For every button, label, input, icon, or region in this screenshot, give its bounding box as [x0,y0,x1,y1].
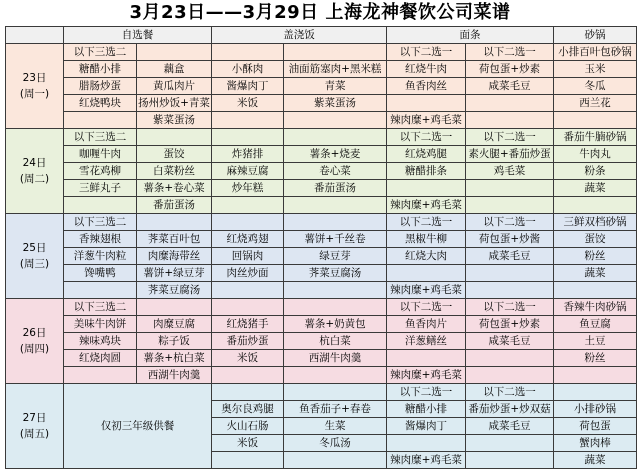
menu-cell [212,112,284,129]
menu-cell: 生菜 [284,418,387,435]
menu-cell [64,197,137,214]
day-4-row [6,350,637,367]
menu-cell [137,299,212,316]
menu-cell: 鱼香茄子+春卷 [284,401,387,418]
menu-cell: 白菜粉丝 [137,163,212,180]
menu-cell: 腊肠炒蛋 [64,78,137,95]
day-label [6,384,64,469]
day-1-row [6,44,637,61]
menu-cell [554,282,637,299]
menu-cell: 咸菜毛豆 [466,248,554,265]
day-2-row [6,180,637,197]
menu-cell: 以下二选一 [466,214,554,231]
menu-cell: 回锅肉 [212,248,284,265]
menu-cell: 冬瓜汤 [284,435,387,452]
menu-cell: 荷包蛋+炒素 [466,316,554,333]
menu-cell: 玉米 [554,61,637,78]
menu-cell: 洋葱牛肉粒 [64,248,137,265]
menu-cell: 荠菜豆腐汤 [137,282,212,299]
menu-cell: 粉丝 [554,248,637,265]
day-label [6,214,64,299]
menu-cell: 小排百叶包砂锅 [554,44,637,61]
menu-cell: 番茄牛腩砂锅 [554,129,637,146]
menu-cell: 蛋饺 [137,146,212,163]
menu-cell [387,180,466,197]
menu-cell: 米饭 [212,95,284,112]
menu-cell: 蟹肉棒 [554,435,637,452]
menu-cell: 番茄炒蛋 [212,333,284,350]
menu-cell: 紫菜蛋汤 [137,112,212,129]
day-3-row [6,248,637,265]
menu-cell [212,44,284,61]
day-5-row [6,384,637,401]
menu-cell: 三鲜丸子 [64,180,137,197]
day-2-row [6,197,637,214]
menu-cell: 鱼香肉丝 [387,78,466,95]
menu-cell: 以下二选一 [387,214,466,231]
day-2-row [6,163,637,180]
day-1-row [6,95,637,112]
menu-cell: 紫菜蛋汤 [284,95,387,112]
header-rice-bowl: 盖浇饭 [212,27,387,44]
menu-cell: 以下三选二 [64,299,137,316]
menu-cell [284,197,387,214]
menu-cell: 三鲜双档砂锅 [554,214,637,231]
day-date: 24日 [22,157,47,169]
header-claypot: 砂锅 [554,27,637,44]
menu-cell: 蔬菜 [554,180,637,197]
menu-cell: 雪花鸡柳 [64,163,137,180]
header-self-select: 自选餐 [64,27,212,44]
menu-cell: 蔬菜 [554,452,637,469]
menu-cell: 黄瓜肉片 [137,78,212,95]
day-date: 25日 [22,242,47,254]
menu-cell [284,282,387,299]
day-label [6,299,64,384]
day-4-row [6,316,637,333]
menu-cell: 以下三选二 [64,214,137,231]
menu-cell: 鱼豆腐 [554,316,637,333]
menu-cell [466,265,554,282]
menu-cell [212,214,284,231]
menu-cell [284,299,387,316]
menu-cell: 藕盒 [137,61,212,78]
menu-cell: 荷包蛋+炒酱 [466,231,554,248]
menu-cell: 红烧鸡腿 [387,146,466,163]
menu-cell: 青菜 [284,78,387,95]
menu-cell: 米饭 [212,350,284,367]
menu-cell: 以下二选一 [466,44,554,61]
menu-cell [466,350,554,367]
day-label [6,44,64,129]
menu-cell: 糖醋排条 [387,163,466,180]
menu-cell: 咖喱牛肉 [64,146,137,163]
menu-cell [137,44,212,61]
menu-cell: 红烧肉圆 [64,350,137,367]
day-4-row [6,367,637,384]
menu-cell: 牛肉丸 [554,146,637,163]
menu-table [5,26,637,469]
day-1-row [6,78,637,95]
menu-cell [212,197,284,214]
menu-cell: 红烧鸡翅 [212,231,284,248]
day-weekday: (周一) [19,88,50,100]
menu-cell [554,197,637,214]
menu-cell [137,214,212,231]
menu-cell: 以下三选二 [64,129,137,146]
menu-cell: 薯条+烧麦 [284,146,387,163]
menu-cell: 粉丝 [554,350,637,367]
menu-cell: 炒年糕 [212,180,284,197]
day-3-row [6,282,637,299]
menu-cell: 小酥肉 [212,61,284,78]
menu-cell: 荷包蛋 [554,418,637,435]
menu-cell: 酱爆肉丁 [387,418,466,435]
menu-cell: 辣味鸡块 [64,333,137,350]
menu-cell [466,112,554,129]
menu-cell [466,452,554,469]
header-noodles: 面条 [387,27,554,44]
menu-cell: 糖醋小排 [64,61,137,78]
menu-cell: 肉糜海带丝 [137,248,212,265]
menu-cell: 以下二选一 [387,129,466,146]
day-date: 27日 [22,412,47,424]
menu-cell: 以下二选一 [466,129,554,146]
menu-cell: 美味牛肉饼 [64,316,137,333]
menu-cell [284,214,387,231]
menu-cell: 麻辣豆腐 [212,163,284,180]
menu-cell: 素火腿+番茄炒蛋 [466,146,554,163]
day-3-row [6,214,637,231]
menu-cell: 杭白菜 [284,333,387,350]
day-2-row [6,146,637,163]
menu-cell: 香辣牛肉砂锅 [554,299,637,316]
menu-cell: 以下二选一 [387,299,466,316]
menu-cell: 以下三选二 [64,44,137,61]
page-title: 3月23日——3月29日 上海龙神餐饮公司菜谱 [129,2,511,23]
menu-cell: 薯饼+千丝卷 [284,231,387,248]
menu-cell [137,129,212,146]
menu-cell: 番茄蛋汤 [284,180,387,197]
menu-cell: 荠菜百叶包 [137,231,212,248]
menu-cell [554,367,637,384]
menu-cell [554,112,637,129]
menu-cell [284,367,387,384]
menu-cell [284,384,387,401]
menu-cell [64,282,137,299]
menu-cell: 西湖牛肉羹 [137,367,212,384]
menu-cell: 米饭 [212,435,284,452]
menu-cell: 油面筋塞肉+黑米糕 [284,61,387,78]
menu-cell: 炸猪排 [212,146,284,163]
menu-cell [466,95,554,112]
menu-cell [466,282,554,299]
menu-cell: 香辣翅根 [64,231,137,248]
menu-cell: 粽子饭 [137,333,212,350]
menu-cell: 黑椒牛柳 [387,231,466,248]
menu-cell: 辣肉糜+鸡毛菜 [387,112,466,129]
menu-cell [212,367,284,384]
menu-cell: 鱼香肉片 [387,316,466,333]
menu-cell: 薯条+杭白菜 [137,350,212,367]
day-weekday: (周二) [19,173,50,185]
menu-cell [284,112,387,129]
menu-cell: 以下二选一 [466,384,554,401]
day-weekday: (周五) [19,428,50,440]
menu-cell [212,282,284,299]
menu-cell: 辣肉糜+鸡毛菜 [387,452,466,469]
menu-cell [466,180,554,197]
menu-cell: 咸菜毛豆 [466,333,554,350]
menu-cell [284,44,387,61]
menu-cell: 红烧大肉 [387,248,466,265]
menu-cell: 咸菜毛豆 [466,418,554,435]
corner-cell [6,27,64,44]
day-3-row [6,265,637,282]
menu-cell [466,367,554,384]
menu-cell [284,452,387,469]
menu-cell: 辣肉糜+鸡毛菜 [387,367,466,384]
day-weekday: (周三) [19,258,50,270]
menu-body [6,44,637,469]
menu-cell: 绿豆芽 [284,248,387,265]
day-weekday: (周四) [19,343,50,355]
menu-cell: 鸡毛菜 [466,163,554,180]
menu-cell [387,350,466,367]
menu-cell [466,197,554,214]
menu-cell: 番茄蛋汤 [137,197,212,214]
day-1-row [6,61,637,78]
menu-cell [212,452,284,469]
menu-cell: 荠菜豆腐汤 [284,265,387,282]
menu-cell [212,299,284,316]
menu-cell: 西兰花 [554,95,637,112]
menu-cell: 红烧鸭块 [64,95,137,112]
day-label [6,129,64,214]
menu-cell [466,435,554,452]
menu-cell: 以下二选一 [387,384,466,401]
menu-cell: 扬州炒饭+青菜 [137,95,212,112]
menu-cell: 土豆 [554,333,637,350]
menu-cell: 小排砂锅 [554,401,637,418]
menu-cell: 番茄炒蛋+炒双菇 [466,401,554,418]
menu-cell: 以下二选一 [387,44,466,61]
menu-cell [554,384,637,401]
day-date: 26日 [22,327,47,339]
menu-cell: 火山石肠 [212,418,284,435]
menu-cell: 以下二选一 [466,299,554,316]
day-4-row [6,299,637,316]
day-note: 仅初三年级供餐 [64,384,212,469]
day-2-row [6,129,637,146]
menu-cell [64,112,137,129]
menu-cell: 荷包蛋+炒素 [466,61,554,78]
menu-cell [64,367,137,384]
menu-cell: 西湖牛肉羹 [284,350,387,367]
day-3-row [6,231,637,248]
menu-cell: 肉丝炒面 [212,265,284,282]
menu-cell: 薯条+奶黄包 [284,316,387,333]
menu-cell: 蛋饺 [554,231,637,248]
menu-cell: 辣肉糜+鸡毛菜 [387,197,466,214]
menu-cell [284,129,387,146]
menu-cell: 辣肉糜+鸡毛菜 [387,282,466,299]
menu-cell: 粉条 [554,163,637,180]
menu-cell: 奥尔良鸡腿 [212,401,284,418]
menu-cell: 肉糜豆腐 [137,316,212,333]
menu-cell: 红烧牛肉 [387,61,466,78]
menu-cell [387,95,466,112]
day-date: 23日 [22,72,47,84]
menu-cell [212,129,284,146]
menu-cell: 冬瓜 [554,78,637,95]
day-1-row [6,112,637,129]
menu-cell [387,265,466,282]
menu-cell: 卷心菜 [284,163,387,180]
menu-cell [212,384,284,401]
menu-cell: 糖醋小排 [387,401,466,418]
menu-cell [387,435,466,452]
header-row [6,27,637,44]
menu-cell: 洋葱鳝丝 [387,333,466,350]
menu-cell: 馋嘴鸭 [64,265,137,282]
menu-cell: 咸菜毛豆 [466,78,554,95]
menu-cell: 薯饼+绿豆芽 [137,265,212,282]
day-4-row [6,333,637,350]
menu-cell: 红烧猪手 [212,316,284,333]
menu-cell: 薯条+卷心菜 [137,180,212,197]
menu-cell: 蔬菜 [554,265,637,282]
menu-cell: 酱爆肉丁 [212,78,284,95]
